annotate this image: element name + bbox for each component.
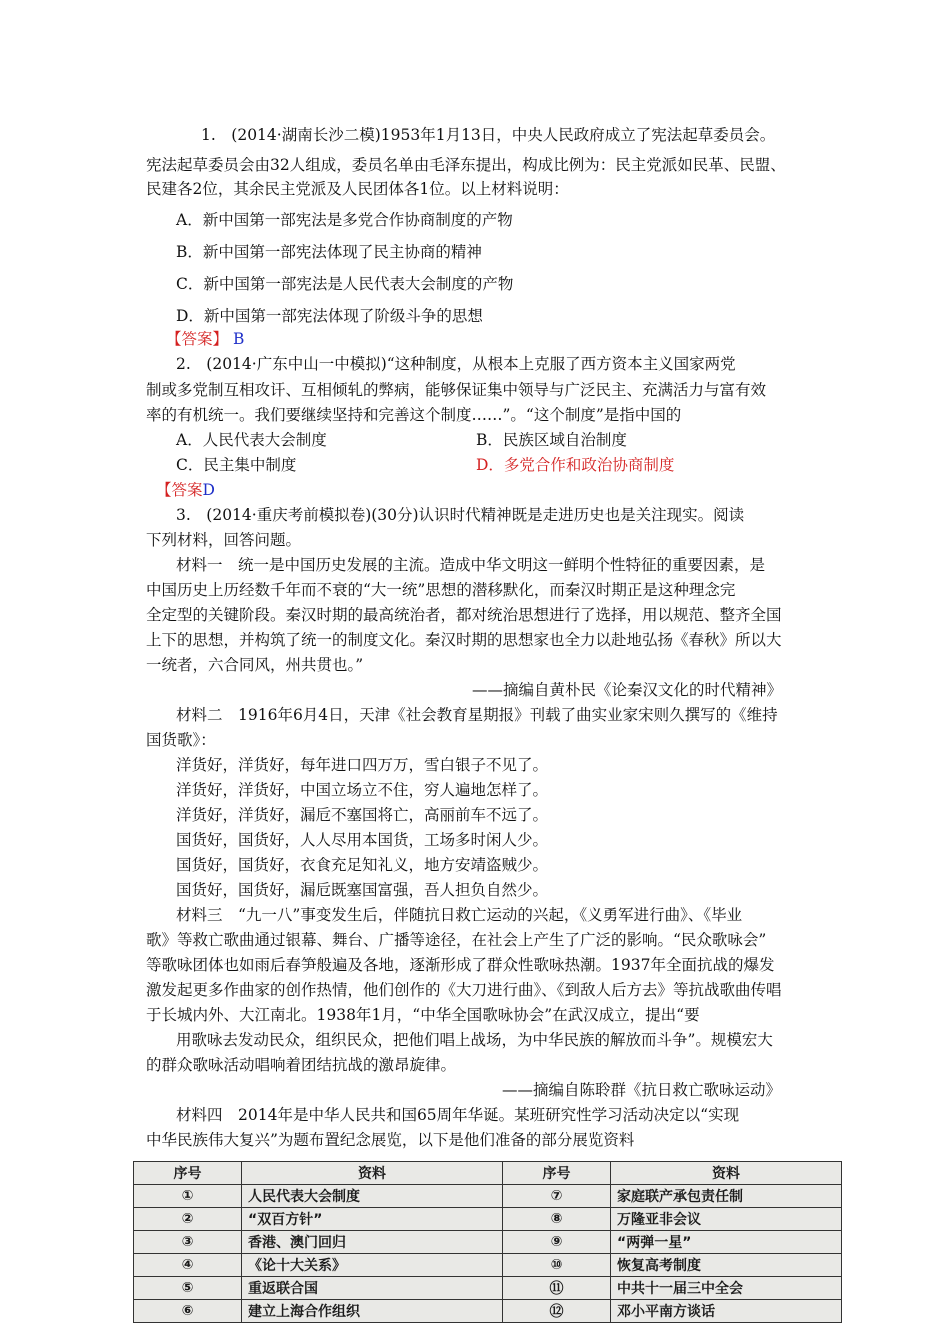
answer-label: 【答案】 [166, 330, 229, 348]
cell-material: 家庭联产承包责任制 [611, 1185, 842, 1208]
answer-value: D [202, 481, 215, 499]
material3-line: 的群众歌咏活动唱响着团结抗战的激昂旋律。 [146, 1056, 457, 1074]
table-row [134, 1254, 842, 1277]
q3-stem-line: 下列材料，回答问题。 [146, 531, 302, 549]
material3-line: 于长城内外、大江南北。1938年1月，“中华全国歌咏协会”在武汉成立，提出“要 [146, 1006, 700, 1024]
material2-verse: 国货好，国货好，漏卮既塞国富强，吾人担负自然少。 [176, 881, 549, 899]
header-material: 资料 [611, 1162, 842, 1185]
cell-number: ② [134, 1208, 242, 1231]
q1-stem-line: 1. (2014·湖南长沙二模)1953年1月13日，中央人民政府成立了宪法起草委员会。 [201, 126, 776, 144]
cell-material: 中共十一届三中全会 [611, 1277, 842, 1300]
material3-line: 等歌咏团体也如雨后春笋般遍及各地，逐渐形成了群众性歌咏热潮。1937年全面抗战的爆发 [146, 956, 775, 974]
cell-material: 香港、澳门回归 [242, 1231, 503, 1254]
cell-material: 人民代表大会制度 [242, 1185, 503, 1208]
material3-line: 激发起更多作曲家的创作热情，他们创作的《大刀进行曲》、《到敌人后方去》等抗战歌曲传唱 [146, 981, 782, 999]
cell-number: ⑨ [503, 1231, 611, 1254]
q2-option-d: D．多党合作和政治协商制度 [476, 456, 675, 474]
cell-number: ⑪ [503, 1277, 611, 1300]
cell-material: 《论十大关系》 [242, 1254, 503, 1277]
material1-line: 一统者，六合同风，州共贯也。” [146, 656, 364, 674]
material1-line: 中国历史上历经数千年而不衰的“大一统”思想的潜移默化，而秦汉时期正是这种理念完 [146, 581, 736, 599]
table-row [134, 1277, 842, 1300]
cell-number: ① [134, 1185, 242, 1208]
q1-option-a: A．新中国第一部宪法是多党合作协商制度的产物 [176, 211, 513, 229]
cell-number: ⑫ [503, 1300, 611, 1323]
table-row [134, 1185, 842, 1208]
answer-value: B [232, 330, 245, 348]
material2-verse: 洋货好，洋货好，漏卮不塞国将亡，高丽前车不远了。 [176, 806, 549, 824]
q2-stem-line: 率的有机统一。我们要继续坚持和完善这个制度……”。“这个制度”是指中国的 [146, 406, 682, 424]
q2-option-a: A．人民代表大会制度 [176, 431, 327, 449]
material2-verse: 国货好，国货好，人人尽用本国货，工场多时闲人少。 [176, 831, 549, 849]
q3-stem-line: 3. (2014·重庆考前模拟卷)(30分)认识时代精神既是走进历史也是关注现实。阅读 [176, 506, 745, 524]
table-row [134, 1231, 842, 1254]
cell-material: “双百方针” [242, 1208, 503, 1231]
cell-material: 重返联合国 [242, 1277, 503, 1300]
cell-material: 万隆亚非会议 [611, 1208, 842, 1231]
cell-material: 邓小平南方谈话 [611, 1300, 842, 1323]
material3-source: ——摘编自陈聆群《抗日救亡歌咏运动》 [502, 1081, 782, 1099]
material1-line: 全定型的关键阶段。秦汉时期的最高统治者，都对统治思想进行了选择，用以规范、整齐全国 [146, 606, 782, 624]
cell-number: ④ [134, 1254, 242, 1277]
material2-line: 国货歌》： [146, 731, 216, 749]
material2-line: 材料二 1916年6月4日，天津《社会教育星期报》刊载了曲实业家宋则久撰写的《维持 [176, 706, 778, 724]
q1-option-b: B．新中国第一部宪法体现了民主协商的精神 [176, 243, 482, 261]
cell-material: “两弹一星” [611, 1231, 842, 1254]
cell-number: ⑧ [503, 1208, 611, 1231]
material2-verse: 洋货好，洋货好，每年进口四万万，雪白银子不见了。 [176, 756, 549, 774]
material2-verse: 洋货好，洋货好，中国立场立不住，穷人遍地怎样了。 [176, 781, 549, 799]
q2-option-c: C．民主集中制度 [176, 456, 297, 474]
cell-number: ⑤ [134, 1277, 242, 1300]
material1-source: ——摘编自黄朴民《论秦汉文化的时代精神》 [472, 681, 783, 699]
cell-material: 建立上海合作组织 [242, 1300, 503, 1323]
material3-line: 歌》等救亡歌曲通过银幕、舞台、广播等途径，在社会上产生了广泛的影响。“民众歌咏会” [146, 931, 767, 949]
material3-line: 用歌咏去发动民众，组织民众，把他们唱上战场，为中华民族的解放而斗争”。规模宏大 [176, 1031, 773, 1049]
q1-option-d: D．新中国第一部宪法体现了阶级斗争的思想 [176, 307, 483, 325]
cell-number: ⑩ [503, 1254, 611, 1277]
cell-number: ③ [134, 1231, 242, 1254]
material1-line: 上下的思想，并构筑了统一的制度文化。秦汉时期的思想家也全力以赴地弘扬《春秋》所以大 [146, 631, 782, 649]
q1-stem-line: 民建各2位，其余民主党派及人民团体各1位。以上材料说明： [146, 180, 569, 198]
material3-line: 材料三 “九一八”事变发生后，伴随抗日救亡运动的兴起，《义勇军进行曲》、《毕业 [176, 906, 743, 924]
q2-stem-line: 制或多党制互相攻讦、互相倾轧的弊病，能够保证集中领导与广泛民主、充满活力与富有效 [146, 381, 767, 399]
cell-number: ⑦ [503, 1185, 611, 1208]
q1-option-c: C．新中国第一部宪法是人民代表大会制度的产物 [176, 275, 514, 293]
exhibit-table [133, 1161, 842, 1323]
cell-material: 恢复高考制度 [611, 1254, 842, 1277]
header-number: 序号 [134, 1162, 242, 1185]
table-header-row [134, 1162, 842, 1185]
header-number: 序号 [503, 1162, 611, 1185]
cell-number: ⑥ [134, 1300, 242, 1323]
material4-line: 材料四 2014年是中华人民共和国65周年华诞。某班研究性学习活动决定以“实现 [176, 1106, 740, 1124]
answer-label: 【答案 [156, 481, 203, 499]
material1-line: 材料一 统一是中国历史发展的主流。造成中华文明这一鲜明个性特征的重要因素，是 [176, 556, 766, 574]
header-material: 资料 [242, 1162, 503, 1185]
table-row [134, 1208, 842, 1231]
q1-answer [166, 327, 244, 351]
q2-option-b: B．民族区域自治制度 [476, 431, 627, 449]
table-row [134, 1300, 842, 1323]
q2-stem-line: 2. (2014·广东中山一中模拟)“这种制度，从根本上克服了西方资本主义国家两党 [176, 355, 736, 373]
q2-answer [156, 478, 215, 502]
q1-stem-line: 宪法起草委员会由32人组成，委员名单由毛泽东提出，构成比例为：民主党派如民革、民盟、 [146, 156, 786, 174]
material2-verse: 国货好，国货好，衣食充足知礼义，地方安靖盗贼少。 [176, 856, 549, 874]
material4-line: 中华民族伟大复兴”为题布置纪念展览，以下是他们准备的部分展览资料 [146, 1131, 635, 1149]
